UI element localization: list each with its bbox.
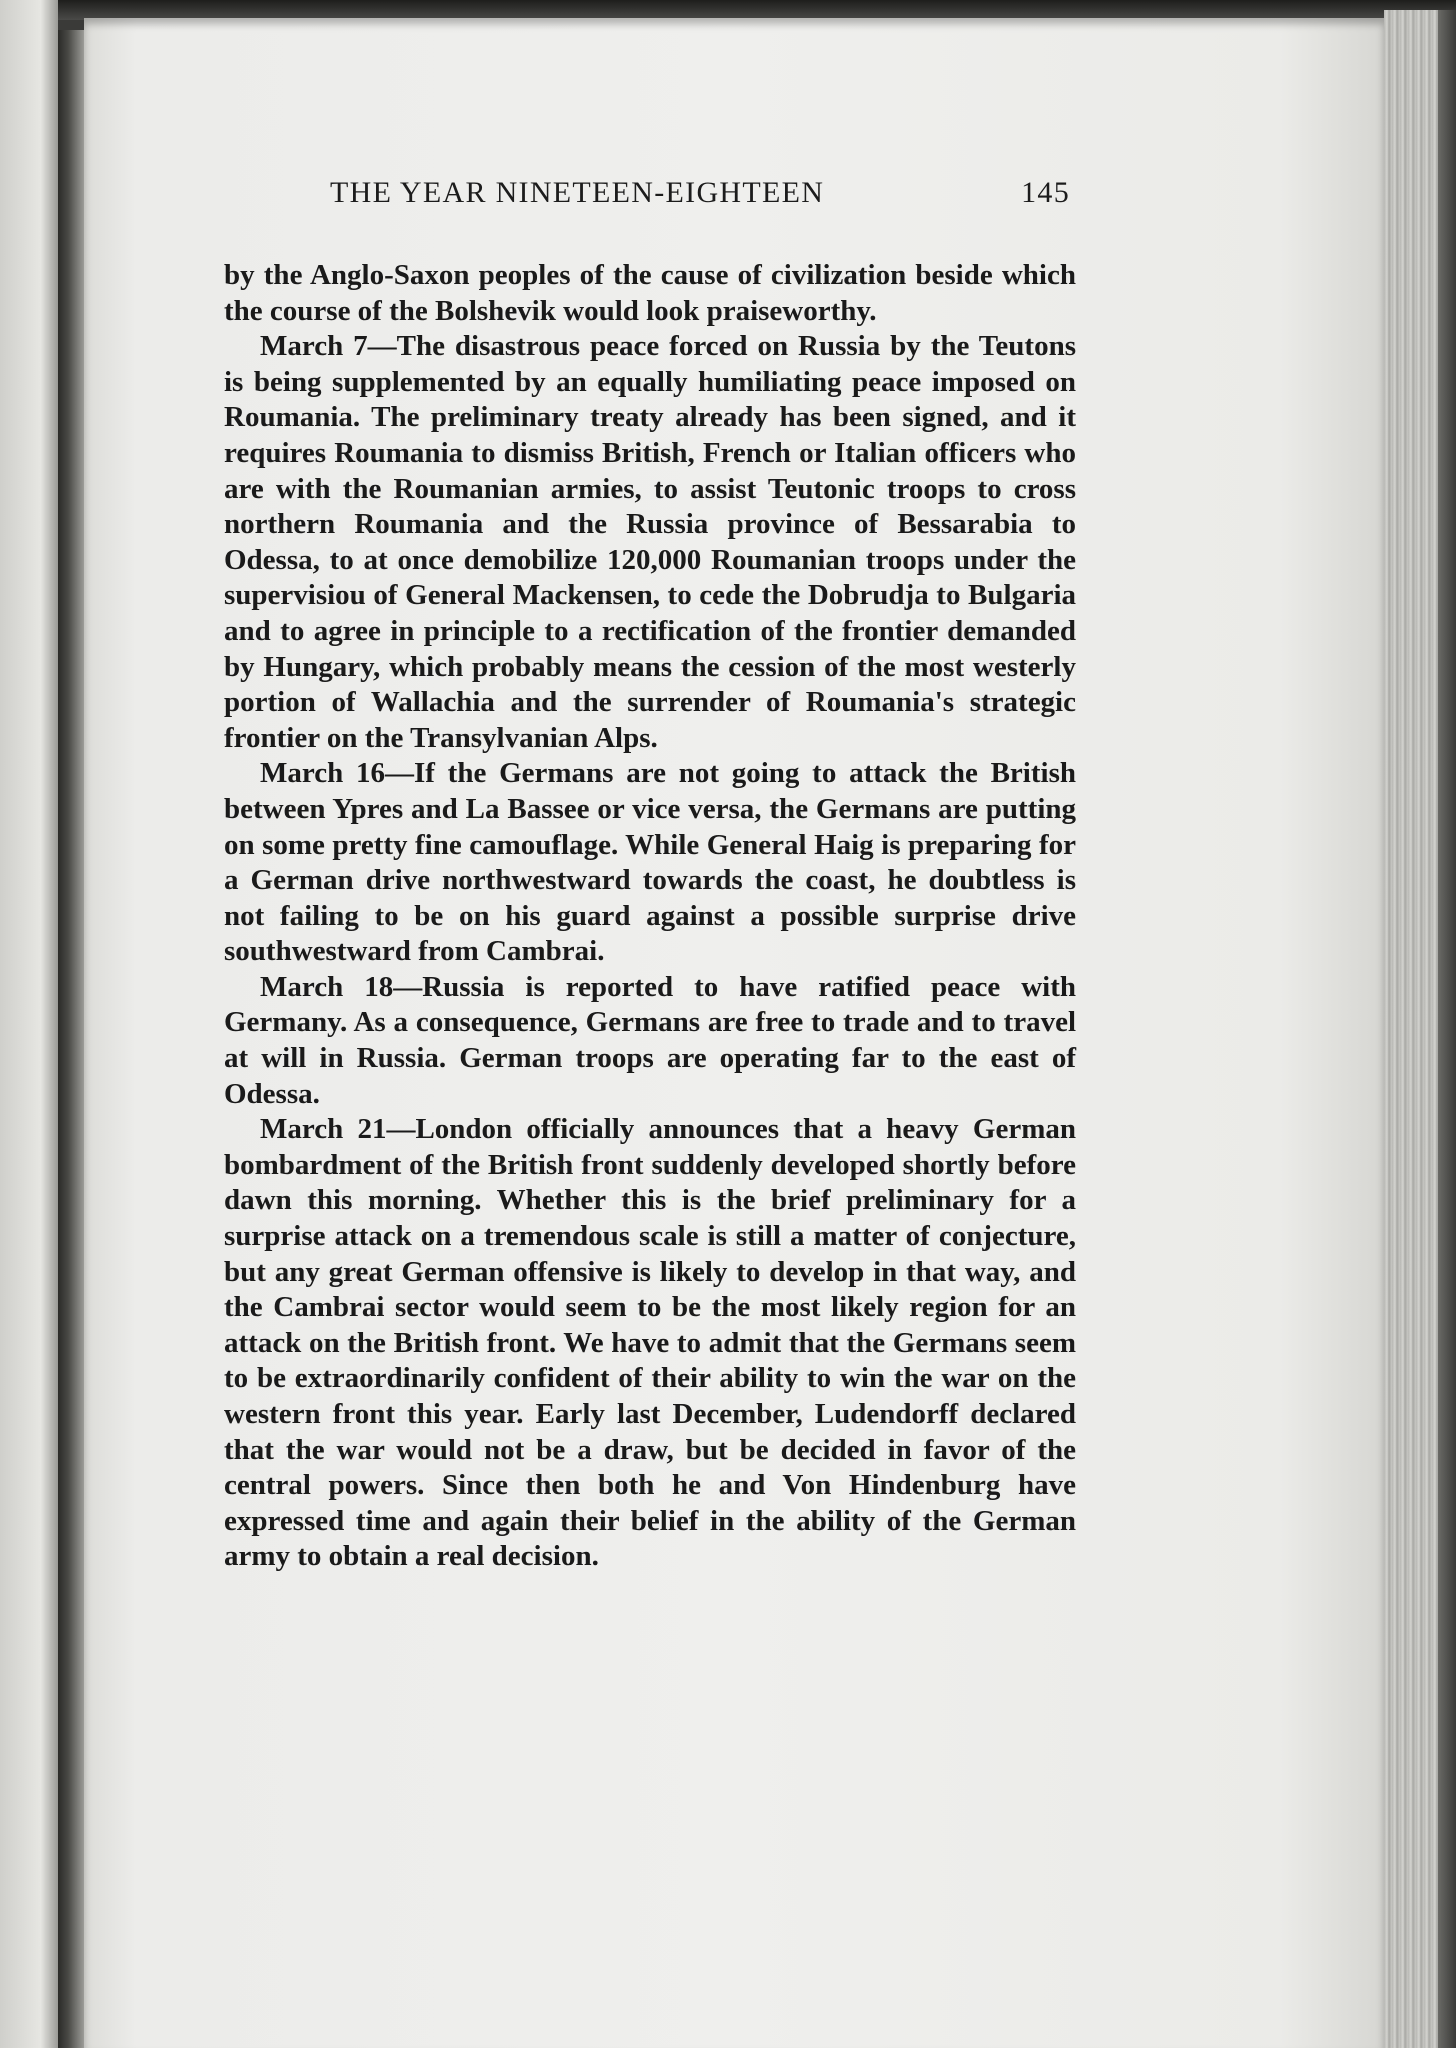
scanner-top-shadow [58,0,1456,20]
running-head-title: THE YEAR NINETEEN-EIGHTEEN [330,176,825,209]
paragraph-march-21: March 21—London officially announces that a heavy German bombardment of the British front suddenly developed shortly before dawn this morning. Whether this is the brief preliminary for a surprise attack on a tremendous scale is still a matter of conjecture, but any great German offensive is likely to develop in that way, and the Cambrai sector would seem to be the most likely region for an attack on the British front. We have to admit that the Germans seem to be extraordinarily confident of their ability to win the war on the western front this year. Early last December, Ludendorff declared that the war would not be a draw, but be decided in favor of the central powers. Since then both he and Von Hindenburg have expressed time and again their belief in the ability of the German army to obtain a real decision. [224,1113,1076,1573]
book-gutter [58,30,84,2048]
page-number: 145 [1021,176,1070,209]
paragraph-continuation: by the Anglo-Saxon peoples of the cause of civilization beside which the course of the Bolshevik would look praiseworthy. [224,259,1076,327]
paragraph-march-16: March 16—If the Germans are not going to attack the British between Ypres and La Bassee or vice versa, the Germans are putting on some pretty fine camouflage. While General Haig is preparing for a German drive northwestward towards the coast, he doubtless is not failing to be on his guard against a possible surprise drive southwestward from Cambrai. [224,757,1076,968]
body-text [224,258,1076,1575]
paragraph-march-18: March 18—Russia is reported to have ratified peace with Germany. As a consequence, Germans are free to trade and to travel at will in Russia. German troops are operating far to the east of Odessa. [224,970,1076,1110]
paragraph-march-7: March 7—The disastrous peace forced on Russia by the Teutons is being supplemented by an equally humiliating peace imposed on Roumania. The preliminary treaty already has been signed, and it requires Roumania to dismiss British, French or Italian officers who are with the Roumanian armies, to assist Teutonic troops to cross northern Roumania and the Russia province of Bessarabia to Odessa, to at once demobilize 120,000 Roumanian troops under the supervisiou of General Mackensen, to cede the Dobrudja to Bulgaria and to agree in principle to a rectification of the frontier demanded by Hungary, which probably means the cession of the most westerly portion of Wallachia and the surrender of Roumania's strategic frontier on the Transylvanian Alps. [224,330,1076,754]
running-head [330,176,1070,216]
facing-page-edge [0,0,58,2048]
stacked-page-edges [1384,10,1456,2048]
